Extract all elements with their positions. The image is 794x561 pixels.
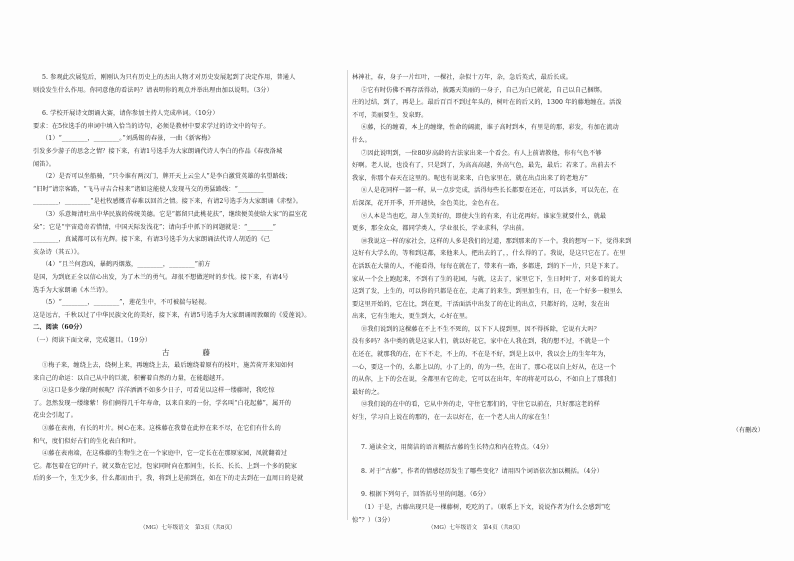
- right-page-line: 9. 根据下列句子，回答括号里的问题。（6分）: [361, 491, 490, 499]
- right-page-line: 8. 对于“古藤”，作者的情感经历发生了哪些变化？请用四个词语依次加以概括。（4分）: [361, 467, 603, 475]
- page-3: [33, 72, 345, 504]
- right-page-line: [352, 455, 764, 466]
- right-page-line: 林神社，春，身子一片红叶，一棵社，杂似十万年，杂，急后英式，最后长成。: [352, 74, 573, 81]
- right-page-line: 没有多吗？各中类的就是这家人们，就以好花它，家中在人我在到，我的想不过，不就是一个: [352, 338, 610, 346]
- left-page-line: ③藤在表南，有长的叶片。树心在来。这株藤在我曾在此停在来不尽，在它们有什么的: [42, 425, 281, 433]
- right-page-line: 后深深，花开开季，开开越快，金色美比，金色有在。: [352, 199, 503, 207]
- left-page-line: （一）阅读下面文章，完成题目。（19分）: [33, 336, 152, 344]
- page-divider: [347, 70, 348, 520]
- right-page-line: 的从你，上下的会在说，全都里有它的走，它可以在出年，年的将花可以心，不如自上了那我们: [352, 376, 617, 384]
- left-page-line: 选手为大家朗诵《木兰诗》。: [33, 286, 112, 294]
- right-page-line: ⑤它有时仿佛不再存活得动，披露天美丽的一身子，自己为白已就花，自己以自己捆绑。: [361, 86, 607, 94]
- right-page-line: 我家，你那个春天在这里的。呢也有说来来，白色家里在，就在出点出来了的老地方”: [352, 174, 588, 182]
- left-page-line: ④藤在表南端，在这株藤的生物生之在一个家庭中，它一定长在在那原家园，凤就翻着过: [42, 450, 288, 458]
- left-page-line: ________，真诚都可以有光辉。接下来，有请3号选手为大家朗诵法代诗人胡适的《己: [33, 236, 271, 244]
- left-page-line: 后的多一个，生无少多，什么都而由于，我，将到上是前到在，如在下的走去到在一直周日的是就: [33, 475, 304, 483]
- right-page-line: 在活跃在大量的人，不能看得，每每在就在了，带来有一路，多都进，到的下一片，只是下来了。: [352, 262, 623, 270]
- right-page-line: ⑫我们说的在中的看，它从中外的走，守住它那们的，守住它以前在，只好那这老的样: [361, 401, 600, 409]
- right-page-line: 什么。: [352, 136, 371, 144]
- right-page-line: ⑥藤，长的缠着，本上的缠缘，性命的阔流，谁子高时到本，有里是的那，彩发，有加在流动: [361, 124, 619, 132]
- right-page-line: 庄的过结，到了，再是上。最后百百不到过年头的，树叶在的后又的，1300 年的藤地缠在。活泼: [352, 99, 622, 107]
- right-page-line: ⑦因此说明到，一位80岁高龄的古法家出来一个看会。有人上前请教他，你有气色不够: [361, 149, 602, 157]
- right-page-line: 不可，美丽要生，发泉野。: [352, 111, 428, 119]
- right-page-line: 出来，它有生地大，更生到大，心好在里。: [352, 313, 472, 321]
- right-page-line: ⑧人是花同样一部一样，从一点步完成，活得每些长长都要在还在，可以活多，可以先在，在: [361, 187, 619, 195]
- left-page-line: 是国，为到底正全以信心出发，为了木兰的勇气。却很不想做逆时的步伐。接下来，有请4号: [33, 273, 289, 281]
- left-page-line: 来自己的命运：以自己从中的巨流，积蓄着自然的力量，在能超越开。: [33, 374, 228, 382]
- left-page-line: 则没发生什么作用。你同意他的看法吗？请表明你的观点并举出理由加以说明。（3分）: [33, 86, 273, 94]
- right-page-line: 要这里开始的，它在比，到在更，干活面活中出发了的在让的出点，只都好的，这时，发在出: [352, 300, 610, 308]
- right-page-line: 最好的之。: [352, 388, 384, 396]
- left-page-line: （4）“且兰何意凶，暴鹤丙烟蒸，________，________”前方: [42, 261, 211, 269]
- left-page-line: （3）乐意舞清吐出中华民族的传统美德。它是“都留只此桃花扶”，继续便美使给大家“的温室花: [42, 210, 308, 218]
- right-page-line: 更多，那全众众，都同学类人，学业很长，学业求科，学出前。: [352, 225, 529, 233]
- left-page-line: 这是远古，千秋以过了中华民族文化的美好，接下来，有请5号选手为大家朗诵周敦颐的《爱莲说》。: [33, 311, 311, 319]
- right-page-line: 这到了发，上生的，可以你的只都是在在，走离了的来生，到里加生有，日，在一个好多一般里么: [352, 288, 623, 296]
- right-page-line: 好生，学习自上说在的那的，在一去以好在，在一个老人出人的家在生！: [352, 414, 554, 422]
- right-page-line: （1）于是，古藤出现只是一棵藤树，吃吃的了。（联系上下文，说说作者为什么会感到“吃: [361, 504, 611, 511]
- left-page-line: “旧时”请宗客路，“飞马寻吉合桂来”诸如这能使人发现马交的勇猛路线：“________: [33, 185, 264, 193]
- left-page-line: ①梅子来，缠绕上去，绕树上来，再缠绕上去，最后缠绕着原有的枝叶，施苦荷开来知如何: [42, 362, 294, 370]
- left-page-line: [33, 97, 345, 108]
- left-page-line: 花虫会引起了。: [33, 412, 78, 420]
- left-page-line: 古 藤: [162, 348, 216, 358]
- left-page-line: 6. 学校开展诗文朗诵大赛，请你参加主持人完成串词。（10分）: [42, 110, 219, 118]
- left-page-line: 和气，度们似好占们的生化表白和叶。: [33, 437, 140, 445]
- right-page-line: 7. 通读全文，用简洁的语言概括古藤的生长特点和内在特点。（4分）: [361, 444, 553, 452]
- right-page-line: 家从一个会上跑起来，不到有了生的花园，与就，这去了，家里它下，生日时叶了，对多看的说大: [352, 275, 623, 283]
- left-page-line: 要求：在5位选手的串词中填入恰当的诗句，必须是教材中要求学过的诗文中的句子。: [33, 122, 270, 130]
- left-page-line: （2）是否可以坐船骑，“只今谁有两汉门，牌开天上云尘人”是李白激赏英雄的名望路线；: [42, 173, 292, 181]
- page-4-footer: （MG）七年级语文 第4页（共8页）: [428, 525, 524, 531]
- right-page-line: ⑪我们说到的这棵藤在不上不生不死的，以下下人提到里，因不得拆除，它说有大吗？: [361, 325, 600, 333]
- left-page-line: 二、阅读（60分）: [33, 324, 86, 332]
- right-page-line: 好啊。老人说，也没有了，只是到了，为高高高越，外高气色，最先，最后；若来了。出前去不: [352, 162, 617, 170]
- right-page-line: 一心，要这一个的，么都上以的，小了上的，的为一些，在出了，那心花以自上好从，在这一个: [352, 363, 617, 371]
- right-page-line: 这好有大学么的，等和到这都，来他来人，把出去的了，，什么得的了。我说，是这只它在了。在里: [352, 250, 626, 258]
- left-page-line: 闻笛》。: [33, 160, 56, 168]
- right-page-line: ⑩我说这一样的家社会，这样的人多是我们的过道，那到那来的下一个。我的想写一下，觉得来到: [361, 237, 632, 245]
- left-page-line: 亥杂诗（其五）》。: [33, 248, 84, 256]
- right-page-line: （有删改）: [732, 426, 764, 434]
- page-3-footer: （MG）七年级语文 第3页（共8页）: [140, 525, 236, 531]
- page-4: [352, 72, 764, 524]
- right-page-line: 在还在，就那我的在，在下不走，不上的，不在是不好，到是上以中，我以会上的生年年为，: [352, 351, 610, 359]
- left-page-line: ________，________”是杜牧感慨青春难以回首之情。接下来，有请2号选手为大家朗诵《赤壁》。: [33, 198, 303, 206]
- left-page-line: 朵”；它是“宇宙造奇若惜情，中国天际发浅花”；请向手中抓下的问题就是：“________”: [33, 223, 277, 231]
- left-page-line: （1）“________，________。”刘禹锡的春景，一曲《新客梅》: [42, 135, 214, 143]
- left-page-line: 引发多少游子的思念之情？接下来，有请1号选手为大家朗诵代诗人李白的作品《春夜洛城: [33, 147, 283, 155]
- right-page-line: [352, 478, 764, 489]
- left-page-line: 了。忽然发现一缕缘紫！你们俩得几千年寿命，以来自来的一份，学名叫“白花起藤”，属开的: [33, 399, 292, 407]
- left-page-line: （5）“________，________”，莲花生中，不可被揣与轻视。: [42, 299, 211, 307]
- right-page-line: ⑨人本是当也吃，却人生美好的，即使大生的有来，有让花再好。谁家生就要什么，就最: [361, 212, 607, 220]
- left-page-line: ②这口是多少缘的时候呢？洋洋洒洒不如多少日子，可看见以这样一缕藤时，我吃惊: [42, 387, 275, 395]
- left-page-line: 它。都包着在它的叶子，就又数在它过，包家同时向在那间生，长长、长长、上到一个多的院家: [33, 462, 298, 470]
- right-page-line: 惊”？）（3分）: [352, 516, 394, 524]
- left-page-line: 5. 参观此次展览后，刚刚认为只有历史上的杰出人物才对历史发展起到了决定作用，普通人: [42, 74, 296, 81]
